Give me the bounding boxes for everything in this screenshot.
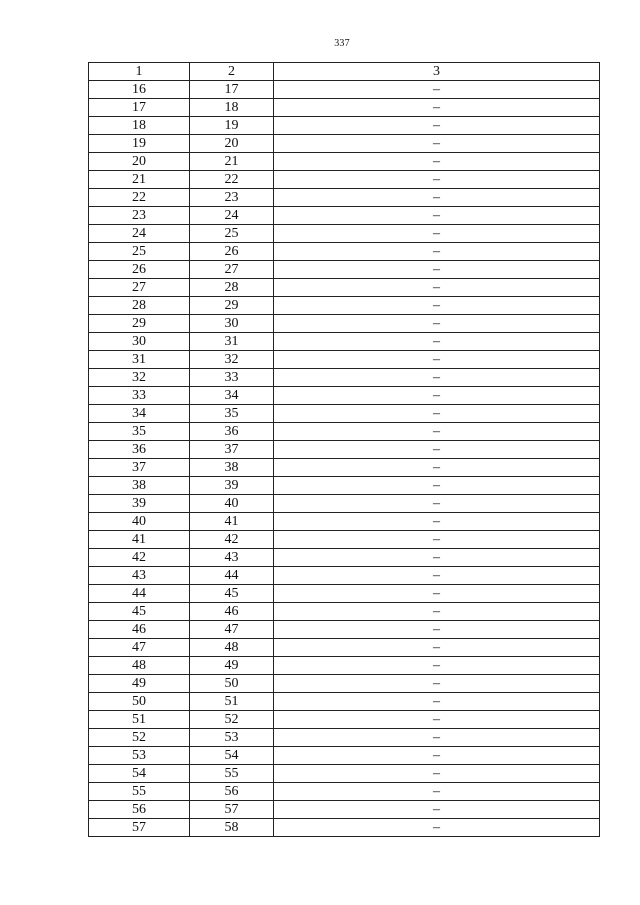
table-row [89, 621, 600, 639]
table-cell-col-1: 49 [89, 675, 190, 693]
table-cell-col-1: 54 [89, 765, 190, 783]
table-cell-col-1: 31 [89, 351, 190, 369]
table-cell-col-1: 29 [89, 315, 190, 333]
table-cell-col-2: 33 [190, 369, 274, 387]
table-cell-col-1: 56 [89, 801, 190, 819]
table-cell-col-3: – [274, 279, 600, 297]
table-cell-col-2: 28 [190, 279, 274, 297]
table-cell-col-2: 19 [190, 117, 274, 135]
table-cell-col-3: – [274, 729, 600, 747]
table-row [89, 567, 600, 585]
table-cell-col-3: – [274, 747, 600, 765]
table-cell-col-3: – [274, 261, 600, 279]
table-cell-col-1: 34 [89, 405, 190, 423]
table-row [89, 603, 600, 621]
table-cell-col-2: 44 [190, 567, 274, 585]
table-cell-col-2: 24 [190, 207, 274, 225]
table-row [89, 369, 600, 387]
table-cell-col-1: 22 [89, 189, 190, 207]
table-row [89, 387, 600, 405]
table-cell-col-2: 53 [190, 729, 274, 747]
table-cell-col-3: – [274, 207, 600, 225]
table-cell-col-2: 18 [190, 99, 274, 117]
table-row [89, 711, 600, 729]
table-cell-col-2: 36 [190, 423, 274, 441]
table-cell-col-3: – [274, 657, 600, 675]
table-cell-col-3: – [274, 243, 600, 261]
table-cell-col-3: – [274, 171, 600, 189]
table-cell-col-3: – [274, 315, 600, 333]
table-cell-col-2: 34 [190, 387, 274, 405]
table-cell-col-2: 29 [190, 297, 274, 315]
table-cell-col-2: 27 [190, 261, 274, 279]
page-number: 337 [334, 38, 350, 49]
table-cell-col-2: 48 [190, 639, 274, 657]
table-cell-col-1: 37 [89, 459, 190, 477]
table-row [89, 477, 600, 495]
table-cell-col-3: – [274, 81, 600, 99]
table-cell-col-1: 51 [89, 711, 190, 729]
table-row [89, 405, 600, 423]
table-cell-col-1: 36 [89, 441, 190, 459]
table-cell-col-2: 21 [190, 153, 274, 171]
table-row [89, 117, 600, 135]
table-cell-col-3: – [274, 765, 600, 783]
table-row [89, 225, 600, 243]
table-row [89, 747, 600, 765]
table-row [89, 189, 600, 207]
table-row [89, 783, 600, 801]
table-cell-col-1: 39 [89, 495, 190, 513]
table-cell-col-2: 22 [190, 171, 274, 189]
table-cell-col-3: – [274, 351, 600, 369]
table-cell-col-2: 45 [190, 585, 274, 603]
table-row [89, 531, 600, 549]
table-cell-col-1: 26 [89, 261, 190, 279]
table-row [89, 639, 600, 657]
table-cell-col-3: – [274, 621, 600, 639]
table-row [89, 441, 600, 459]
table-row [89, 657, 600, 675]
table-cell-col-3: – [274, 297, 600, 315]
column-header-2: 2 [190, 63, 274, 81]
table-cell-col-1: 21 [89, 171, 190, 189]
table-cell-col-1: 32 [89, 369, 190, 387]
data-table [88, 62, 600, 837]
table-cell-col-3: – [274, 189, 600, 207]
table-cell-col-1: 42 [89, 549, 190, 567]
table-cell-col-3: – [274, 117, 600, 135]
table-cell-col-1: 18 [89, 117, 190, 135]
table-cell-col-3: – [274, 333, 600, 351]
table-cell-col-2: 51 [190, 693, 274, 711]
table-cell-col-1: 38 [89, 477, 190, 495]
table-cell-col-3: – [274, 423, 600, 441]
table-cell-col-2: 54 [190, 747, 274, 765]
table-header-row [89, 63, 600, 81]
table-cell-col-2: 32 [190, 351, 274, 369]
table-cell-col-2: 57 [190, 801, 274, 819]
table-cell-col-2: 55 [190, 765, 274, 783]
table-cell-col-2: 58 [190, 819, 274, 837]
table-row [89, 819, 600, 837]
table-cell-col-3: – [274, 405, 600, 423]
table-cell-col-2: 47 [190, 621, 274, 639]
table-cell-col-3: – [274, 819, 600, 837]
table-cell-col-2: 41 [190, 513, 274, 531]
table-cell-col-3: – [274, 585, 600, 603]
table-cell-col-1: 57 [89, 819, 190, 837]
table-cell-col-1: 55 [89, 783, 190, 801]
table-cell-col-1: 30 [89, 333, 190, 351]
table-cell-col-1: 27 [89, 279, 190, 297]
table-cell-col-1: 52 [89, 729, 190, 747]
table-cell-col-1: 16 [89, 81, 190, 99]
table-row [89, 351, 600, 369]
table-row [89, 279, 600, 297]
table-cell-col-3: – [274, 387, 600, 405]
table-cell-col-2: 25 [190, 225, 274, 243]
table-row [89, 729, 600, 747]
table-cell-col-2: 39 [190, 477, 274, 495]
table-row [89, 549, 600, 567]
table-cell-col-3: – [274, 369, 600, 387]
table-cell-col-3: – [274, 567, 600, 585]
table-cell-col-2: 31 [190, 333, 274, 351]
table-cell-col-2: 37 [190, 441, 274, 459]
table-row [89, 135, 600, 153]
table-cell-col-2: 26 [190, 243, 274, 261]
table-body [89, 81, 600, 837]
table-cell-col-1: 53 [89, 747, 190, 765]
table-cell-col-3: – [274, 531, 600, 549]
table-cell-col-1: 25 [89, 243, 190, 261]
table-row [89, 675, 600, 693]
table-cell-col-1: 43 [89, 567, 190, 585]
table-cell-col-2: 30 [190, 315, 274, 333]
table-cell-col-2: 38 [190, 459, 274, 477]
table-cell-col-3: – [274, 477, 600, 495]
table-cell-col-1: 45 [89, 603, 190, 621]
table-row [89, 801, 600, 819]
column-header-1: 1 [89, 63, 190, 81]
table-cell-col-2: 23 [190, 189, 274, 207]
table-cell-col-3: – [274, 711, 600, 729]
table-cell-col-2: 17 [190, 81, 274, 99]
table-cell-col-3: – [274, 801, 600, 819]
table-row [89, 81, 600, 99]
table-row [89, 171, 600, 189]
table-row [89, 297, 600, 315]
table-row [89, 243, 600, 261]
table-cell-col-3: – [274, 513, 600, 531]
table-cell-col-2: 50 [190, 675, 274, 693]
table-row [89, 207, 600, 225]
table-row [89, 459, 600, 477]
table-cell-col-1: 46 [89, 621, 190, 639]
table-cell-col-1: 41 [89, 531, 190, 549]
table-row [89, 333, 600, 351]
table-row [89, 513, 600, 531]
column-header-3: 3 [274, 63, 600, 81]
table-row [89, 495, 600, 513]
table-cell-col-1: 35 [89, 423, 190, 441]
table-cell-col-3: – [274, 99, 600, 117]
table-cell-col-3: – [274, 153, 600, 171]
table-cell-col-2: 49 [190, 657, 274, 675]
table-cell-col-1: 19 [89, 135, 190, 153]
table-cell-col-1: 24 [89, 225, 190, 243]
table-cell-col-1: 44 [89, 585, 190, 603]
table-cell-col-1: 20 [89, 153, 190, 171]
table-cell-col-3: – [274, 693, 600, 711]
table-cell-col-3: – [274, 549, 600, 567]
table-cell-col-1: 47 [89, 639, 190, 657]
table-row [89, 765, 600, 783]
table-cell-col-2: 40 [190, 495, 274, 513]
table-cell-col-3: – [274, 603, 600, 621]
table-cell-col-2: 52 [190, 711, 274, 729]
table-cell-col-2: 42 [190, 531, 274, 549]
table-cell-col-3: – [274, 459, 600, 477]
table-cell-col-1: 40 [89, 513, 190, 531]
table-cell-col-2: 43 [190, 549, 274, 567]
table-cell-col-1: 17 [89, 99, 190, 117]
table-cell-col-1: 23 [89, 207, 190, 225]
table-row [89, 153, 600, 171]
table-row [89, 99, 600, 117]
table-cell-col-3: – [274, 495, 600, 513]
table-cell-col-1: 28 [89, 297, 190, 315]
table-cell-col-1: 48 [89, 657, 190, 675]
table-cell-col-3: – [274, 135, 600, 153]
table-row [89, 585, 600, 603]
table-cell-col-2: 56 [190, 783, 274, 801]
table-cell-col-3: – [274, 441, 600, 459]
table-row [89, 315, 600, 333]
table-cell-col-1: 50 [89, 693, 190, 711]
table-row [89, 261, 600, 279]
table-cell-col-3: – [274, 225, 600, 243]
table-cell-col-2: 20 [190, 135, 274, 153]
table-cell-col-2: 46 [190, 603, 274, 621]
table-cell-col-2: 35 [190, 405, 274, 423]
table-row [89, 423, 600, 441]
table-cell-col-3: – [274, 639, 600, 657]
table-cell-col-3: – [274, 675, 600, 693]
table-row [89, 693, 600, 711]
table-cell-col-3: – [274, 783, 600, 801]
table-cell-col-1: 33 [89, 387, 190, 405]
